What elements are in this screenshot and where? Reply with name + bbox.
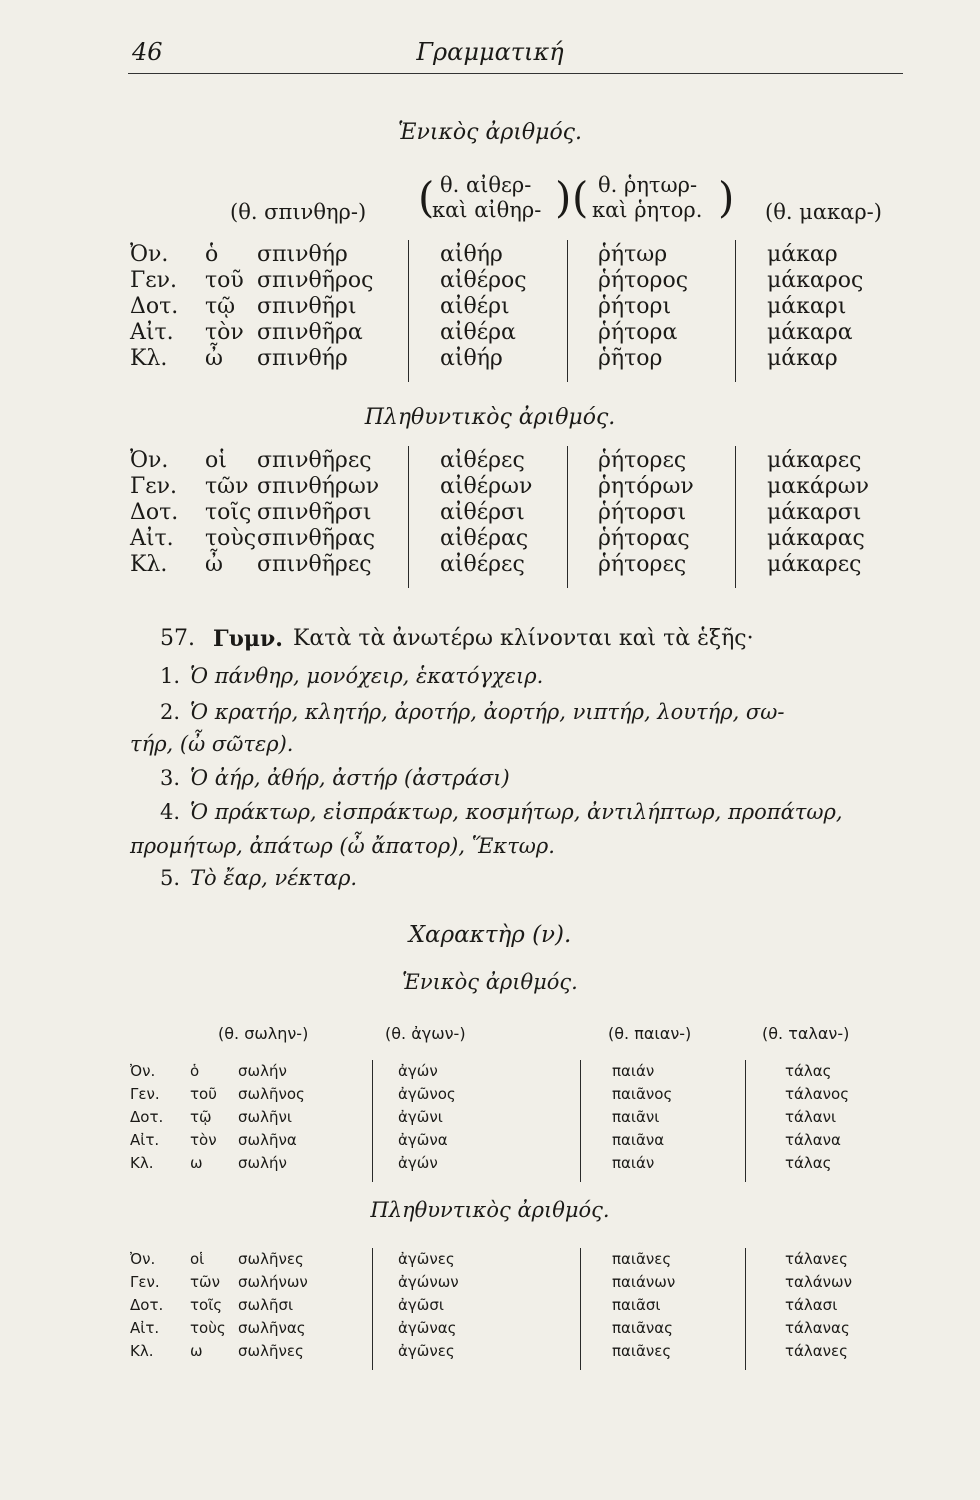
case-label: Ὀν.	[130, 1250, 156, 1268]
case-label: Κλ.	[130, 552, 168, 577]
case-label: Γεν.	[130, 268, 178, 293]
article: τοῖς	[190, 1296, 223, 1314]
form-col3: παιᾶνες	[612, 1250, 672, 1268]
form-col3: ῥήτωρ	[598, 242, 668, 267]
form-col1: σπινθῆρι	[257, 294, 357, 319]
article: ω	[190, 1154, 203, 1172]
form-col4: τάλανες	[785, 1342, 848, 1360]
form-col4: μάκαρες	[767, 552, 862, 577]
table-row	[0, 500, 980, 526]
case-label: Ὀν.	[130, 1062, 156, 1080]
form-col4: μάκαρι	[767, 294, 847, 319]
case-label: Γεν.	[130, 474, 178, 499]
form-col2: αἰθέρες	[440, 552, 525, 577]
paren-open-2: (	[418, 173, 435, 222]
form-col1: σωλήνων	[238, 1273, 308, 1291]
form-col2: αἰθέρσι	[440, 500, 525, 525]
plural-heading-1: Πληθυντικὸς ἀριθμός.	[364, 405, 616, 430]
article: τὸν	[205, 320, 244, 345]
item-number: 5.	[160, 866, 181, 890]
form-col4: τάλας	[785, 1154, 832, 1172]
form-col4: ταλάνων	[785, 1273, 853, 1291]
singular-heading-1: Ἑνικὸς ἀριθμός.	[397, 120, 582, 145]
form-col2: αἰθέρες	[440, 448, 525, 473]
stem-col2-line2: καὶ αἰθηρ-	[432, 198, 542, 222]
form-col2: αἰθέρος	[440, 268, 527, 293]
article: τοῖς	[205, 500, 252, 525]
stem-col3-line1: θ. ῥητωρ-	[598, 173, 698, 197]
stem-col2: (θ. ἀγων-)	[385, 1024, 466, 1043]
case-label: Αἰτ.	[130, 320, 174, 345]
form-col2: αἰθέρα	[440, 320, 516, 345]
form-col3: ῥήτορος	[598, 268, 689, 293]
form-col4: τάλασι	[785, 1296, 838, 1314]
article: τῶν	[205, 474, 249, 499]
exercise-intro: Κατὰ τὰ ἀνωτέρω κλίνονται καὶ τὰ ἑξῆς·	[293, 626, 754, 651]
item-text: προμήτωρ, ἀπάτωρ (ὦ ἄπατορ), Ἕκτωρ.	[130, 834, 555, 858]
form-col3: ῥήτορες	[598, 552, 687, 577]
stem-col1: (θ. σπινθηρ-)	[230, 200, 367, 224]
form-col2: ἀγῶνα	[398, 1131, 448, 1149]
article: ω	[190, 1342, 203, 1360]
form-col1: σωλῆσι	[238, 1296, 294, 1314]
form-col3: παιᾶνας	[612, 1319, 673, 1337]
form-col1: σπινθήρ	[257, 346, 348, 371]
form-col1: σωλήν	[238, 1062, 287, 1080]
form-col1: σωλῆνι	[238, 1108, 292, 1126]
singular-heading-2: Ἑνικὸς ἀριθμός.	[402, 970, 578, 994]
article: ὁ	[190, 1062, 200, 1080]
item-number: 4.	[160, 800, 181, 824]
item-number: 1.	[160, 664, 181, 688]
case-label: Γεν.	[130, 1085, 160, 1103]
case-label: Κλ.	[130, 346, 168, 371]
article: οἱ	[205, 448, 227, 473]
case-label: Δοτ.	[130, 294, 179, 319]
form-col1: σπινθῆρα	[257, 320, 363, 345]
stem-col3-line2: καὶ ῥητορ.	[592, 198, 703, 222]
article: τὸν	[190, 1131, 217, 1149]
page-title: Γραμματική	[416, 38, 564, 66]
table-row	[0, 1154, 980, 1180]
form-col1: σωλήν	[238, 1154, 287, 1172]
form-col2: ἀγώνων	[398, 1273, 459, 1291]
form-col2: ἀγῶνας	[398, 1319, 457, 1337]
item-number: 3.	[160, 766, 181, 790]
table-row	[0, 552, 980, 578]
form-col4: τάλανες	[785, 1250, 848, 1268]
paren-open-3: (	[572, 173, 589, 222]
table-row	[0, 268, 980, 294]
stem-col4: (θ. μακαρ-)	[765, 200, 882, 224]
form-col2: αἰθήρ	[440, 242, 503, 267]
case-label: Δοτ.	[130, 1108, 164, 1126]
case-label: Αἰτ.	[130, 1319, 160, 1337]
form-col4: μάκαρ	[767, 242, 838, 267]
table-row	[0, 242, 980, 268]
form-col1: σωλῆνος	[238, 1085, 305, 1103]
article: τοὺς	[205, 526, 257, 551]
page-number: 46	[132, 38, 163, 66]
case-label: Κλ.	[130, 1154, 154, 1172]
form-col2: αἰθήρ	[440, 346, 503, 371]
form-col1: σπινθῆρες	[257, 448, 372, 473]
article: τῷ	[190, 1108, 212, 1126]
form-col3: ῥήτορες	[598, 448, 687, 473]
article: τῷ	[205, 294, 236, 319]
table-row	[0, 346, 980, 372]
form-col4: μάκαρας	[767, 526, 865, 551]
form-col3: παιᾶνος	[612, 1085, 673, 1103]
table-row	[0, 474, 980, 500]
form-col3: παιᾶνι	[612, 1108, 660, 1126]
case-label: Γεν.	[130, 1273, 160, 1291]
form-col1: σπινθῆρας	[257, 526, 376, 551]
section-2-title: Χαρακτὴρ (ν).	[408, 922, 572, 948]
header-rule	[128, 73, 903, 74]
form-col4: μάκαρες	[767, 448, 862, 473]
form-col3: παιάν	[612, 1062, 655, 1080]
paren-close-3: )	[718, 173, 735, 222]
form-col1: σπινθῆρες	[257, 552, 372, 577]
form-col3: παιᾶνες	[612, 1342, 672, 1360]
form-col2: ἀγῶνες	[398, 1342, 455, 1360]
item-text: τήρ, (ὦ σῶτερ).	[130, 732, 294, 756]
form-col2: ἀγών	[398, 1062, 438, 1080]
stem-col3: (θ. παιαν-)	[608, 1024, 692, 1043]
form-col4: τάλανος	[785, 1085, 850, 1103]
form-col2: αἰθέρων	[440, 474, 533, 499]
case-label: Αἰτ.	[130, 1131, 160, 1149]
form-col4: μακάρων	[767, 474, 870, 499]
table-row	[0, 320, 980, 346]
table-row	[0, 1342, 980, 1368]
article: τοῦ	[190, 1085, 217, 1103]
form-col3: παιάνων	[612, 1273, 676, 1291]
article: ὦ	[205, 552, 223, 577]
form-col1: σπινθήρ	[257, 242, 348, 267]
plural-heading-2: Πληθυντικὸς ἀριθμός.	[370, 1198, 610, 1222]
form-col1: σπινθήρων	[257, 474, 380, 499]
form-col1: σπινθῆρσι	[257, 500, 372, 525]
form-col4: μάκαρος	[767, 268, 864, 293]
form-col4: τάλανας	[785, 1319, 850, 1337]
item-text: Ὁ ἀήρ, ἀθήρ, ἀστήρ (ἀστράσι)	[190, 766, 510, 790]
form-col2: αἰθέρας	[440, 526, 529, 551]
article: τοῦ	[205, 268, 244, 293]
case-label: Αἰτ.	[130, 526, 174, 551]
item-text: Ὁ πάνθηρ, μονόχειρ, ἑκατόγχειρ.	[190, 664, 544, 688]
item-number: 2.	[160, 700, 181, 724]
form-col4: τάλανι	[785, 1108, 837, 1126]
form-col3: ῥητόρων	[598, 474, 694, 499]
stem-col4: (θ. ταλαν-)	[762, 1024, 850, 1043]
case-label: Ὀν.	[130, 242, 169, 267]
table-row	[0, 448, 980, 474]
case-label: Ὀν.	[130, 448, 169, 473]
form-col2: ἀγῶνος	[398, 1085, 456, 1103]
form-col1: σωλῆνα	[238, 1131, 297, 1149]
form-col2: ἀγῶνες	[398, 1250, 455, 1268]
article: ὁ	[205, 242, 219, 267]
form-col3: ῥήτορα	[598, 320, 678, 345]
item-text: Ὁ πράκτωρ, εἰσπράκτωρ, κοσμήτωρ, ἀντιλήπτωρ, προπάτωρ,	[190, 800, 843, 824]
form-col2: ἀγῶσι	[398, 1296, 444, 1314]
form-col3: παιᾶνα	[612, 1131, 665, 1149]
case-label: Δοτ.	[130, 1296, 164, 1314]
form-col2: ἀγῶνι	[398, 1108, 443, 1126]
table-row	[0, 526, 980, 552]
form-col4: μάκαρ	[767, 346, 838, 371]
form-col3: παιᾶσι	[612, 1296, 661, 1314]
stem-col1: (θ. σωλην-)	[218, 1024, 309, 1043]
item-text: Ὁ κρατήρ, κλητήρ, ἀροτήρ, ἀορτήρ, νιπτήρ, λουτήρ, σω-	[190, 700, 785, 724]
article: οἱ	[190, 1250, 205, 1268]
form-col3: ῥῆτορ	[598, 346, 663, 371]
case-label: Δοτ.	[130, 500, 179, 525]
form-col3: ῥήτορσι	[598, 500, 687, 525]
article: τῶν	[190, 1273, 220, 1291]
form-col1: σωλῆνες	[238, 1342, 304, 1360]
item-text: Τὸ ἔαρ, νέκταρ.	[190, 866, 358, 890]
form-col1: σωλῆνας	[238, 1319, 306, 1337]
article: ὦ	[205, 346, 223, 371]
article: τοὺς	[190, 1319, 226, 1337]
paren-close-2: )	[555, 173, 572, 222]
form-col2: ἀγών	[398, 1154, 438, 1172]
table-row	[0, 294, 980, 320]
form-col1: σπινθῆρος	[257, 268, 374, 293]
form-col1: σωλῆνες	[238, 1250, 304, 1268]
form-col3: παιάν	[612, 1154, 655, 1172]
form-col4: μάκαρα	[767, 320, 853, 345]
form-col3: ῥήτορι	[598, 294, 672, 319]
case-label: Κλ.	[130, 1342, 154, 1360]
form-col2: αἰθέρι	[440, 294, 510, 319]
exercise-label: Γυμν.	[213, 626, 283, 652]
form-col4: τάλας	[785, 1062, 832, 1080]
form-col4: τάλανα	[785, 1131, 841, 1149]
form-col4: μάκαρσι	[767, 500, 862, 525]
form-col3: ῥήτορας	[598, 526, 690, 551]
stem-col2-line1: θ. αἰθερ-	[440, 173, 532, 197]
exercise-number: 57.	[160, 626, 195, 651]
